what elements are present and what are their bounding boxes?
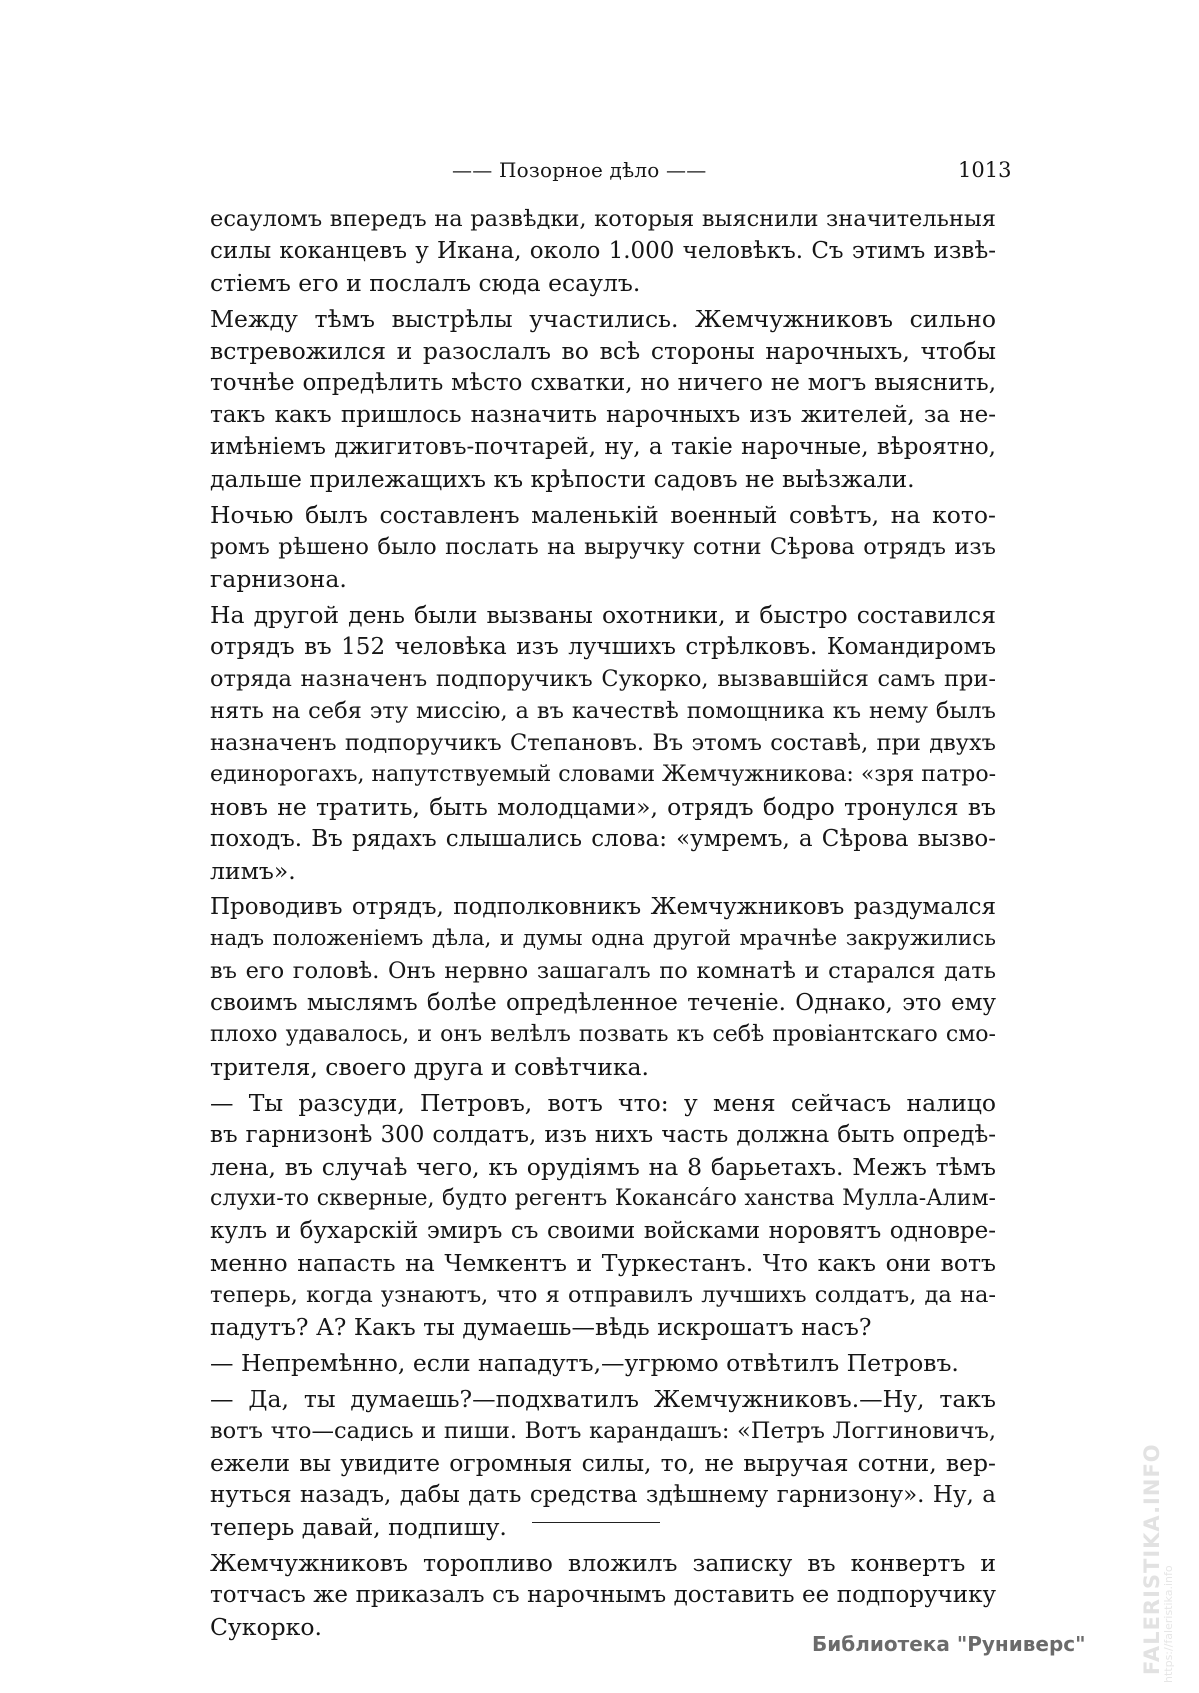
text-line: силы коканцевъ у Икана, около 1.000 человѣкъ. Съ этимъ извѣ- xyxy=(210,238,996,264)
text-line: теперь, когда узнаютъ, что я отправилъ лучшихъ солдатъ, да на- xyxy=(210,1282,996,1308)
text-line: вотъ что—садись и пиши. Вотъ карандашъ: «Петръ Логгиновичъ, xyxy=(210,1418,996,1444)
paragraph xyxy=(210,891,996,1083)
page-header xyxy=(0,158,1199,190)
text-line: лена, въ случаѣ чего, къ орудіямъ на 8 барьетахъ. Межъ тѣмъ xyxy=(210,1153,996,1181)
text-line: теперь давай, подпишу. xyxy=(210,1513,507,1541)
paragraph xyxy=(210,1087,996,1343)
text-line: Жемчужниковъ торопливо вложилъ записку въ конвертъ и xyxy=(210,1549,996,1577)
running-title: —— Позорное дѣло —— xyxy=(452,158,707,182)
text-line: Проводивъ отрядъ, подполковникъ Жемчужниковъ раздумался xyxy=(210,894,996,920)
body-text xyxy=(210,203,996,1643)
text-line: своимъ мыслямъ болѣе опредѣленное теченіе. Однако, это ему xyxy=(210,990,996,1016)
text-line: дальше прилежащихъ къ крѣпости садовъ не выѣзжали. xyxy=(210,465,915,493)
text-line: походъ. Въ рядахъ слышались слова: «умремъ, а Сѣрова вызво- xyxy=(210,826,996,852)
text-line: ромъ рѣшено было послать на выручку сотни Сѣрова отрядъ изъ xyxy=(210,534,996,560)
text-line: — Да, ты думаешь?—подхватилъ Жемчужниковъ.—Ну, такъ xyxy=(210,1385,996,1413)
text-line: нять на себя эту миссію, а въ качествѣ помощника къ нему былъ xyxy=(210,698,996,724)
text-line: — Непремѣнно, если нападутъ,—угрюмо отвѣтилъ Петровъ. xyxy=(210,1349,959,1377)
paragraph xyxy=(210,303,996,495)
text-line: такъ какъ пришлось назначить нарочныхъ изъ жителей, за не- xyxy=(210,402,996,428)
text-line: Сукорко. xyxy=(210,1613,322,1641)
text-line: новъ не тратить, быть молодцами», отрядъ бодро тронулся въ xyxy=(210,793,996,821)
paragraph xyxy=(210,1547,996,1643)
text-line: ежели вы увидите огромныя силы, то, не выручая сотни, вер- xyxy=(210,1449,996,1477)
text-line: нуться назадъ, дабы дать средства здѣшнему гарнизону». Ну, а xyxy=(210,1482,996,1508)
text-line: падутъ? А? Какъ ты думаешь—вѣдь искрошатъ насъ? xyxy=(210,1313,872,1341)
text-line: единорогахъ, напутствуемый словами Жемчужникова: «зря патро- xyxy=(210,762,996,787)
paragraph xyxy=(210,1347,996,1379)
watermark xyxy=(1126,1443,1186,1690)
paragraph xyxy=(210,599,996,887)
text-line: есауломъ впередъ на развѣдки, которыя выяснили значительныя xyxy=(210,206,996,232)
section-divider xyxy=(532,1522,660,1523)
text-line: Между тѣмъ выстрѣлы участились. Жемчужниковъ сильно xyxy=(210,305,996,333)
text-line: назначенъ подпоручикъ Степановъ. Въ этомъ составѣ, при двухъ xyxy=(210,730,996,756)
paragraph xyxy=(210,1383,996,1543)
text-line: лимъ». xyxy=(210,857,296,885)
text-line: надъ положеніемъ дѣла, и думы одна другой мрачнѣе закружились xyxy=(210,926,996,951)
text-line: точнѣе опредѣлить мѣсто схватки, но ничего не могъ выяснить, xyxy=(210,370,996,396)
text-line: слухи-то скверные, будто регентъ Кокансáго ханства Мулла-Алим- xyxy=(210,1186,996,1211)
library-stamp: Библиотека "Руниверс" xyxy=(812,1632,1086,1656)
text-line: Ночью былъ составленъ маленькій военный совѣтъ, на кото- xyxy=(210,501,996,529)
text-line: имѣніемъ джигитовъ-почтарей, ну, а такіе нарочные, вѣроятно, xyxy=(210,434,996,460)
text-line: встревожился и разослалъ во всѣ стороны нарочныхъ, чтобы xyxy=(210,337,996,365)
text-line: менно напасть на Чемкентъ и Туркестанъ. Что какъ они вотъ xyxy=(210,1249,996,1277)
text-line: кулъ и бухарскій эмиръ съ своими войсками норовятъ одновре- xyxy=(210,1218,996,1244)
watermark-url: https://faleristika.info xyxy=(1162,1565,1175,1683)
watermark-text: FALERISTIKA.INFO xyxy=(1140,1443,1164,1675)
text-line: тотчасъ же приказалъ съ нарочнымъ доставить ее подпоручику xyxy=(210,1582,996,1608)
text-line: трителя, своего друга и совѣтчика. xyxy=(210,1053,650,1081)
text-line: отрядъ въ 152 человѣка изъ лучшихъ стрѣлковъ. Командиромъ xyxy=(210,634,996,660)
text-line: гарнизона. xyxy=(210,565,347,593)
text-line: На другой день были вызваны охотники, и быстро составился xyxy=(210,601,996,629)
text-line: въ его головѣ. Онъ нервно зашагалъ по комнатѣ и старался дать xyxy=(210,958,996,984)
text-line: отряда назначенъ подпоручикъ Сукорко, вызвавшійся самъ при- xyxy=(210,666,996,692)
paragraph xyxy=(210,499,996,595)
text-line: плохо удавалось, и онъ велѣлъ позвать къ себѣ провіантскаго смо- xyxy=(210,1022,996,1047)
paragraph xyxy=(210,203,996,299)
text-line: стіемъ его и послалъ сюда есаулъ. xyxy=(210,269,641,297)
text-line: — Ты разсуди, Петровъ, вотъ что: у меня сейчасъ налицо xyxy=(210,1089,996,1117)
text-line: въ гарнизонѣ 300 солдатъ, изъ нихъ часть должна быть опредѣ- xyxy=(210,1122,996,1148)
page-number: 1013 xyxy=(958,158,1012,182)
